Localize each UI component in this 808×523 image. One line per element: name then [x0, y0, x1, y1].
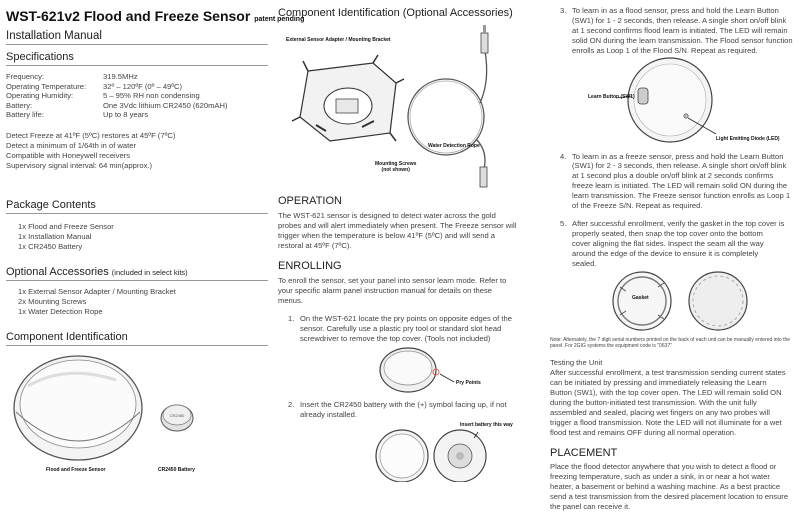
battery-insert-figure — [278, 422, 540, 482]
spec-value: 5 – 95% RH non condensing — [103, 91, 200, 100]
text-line: (SW1) for 1 - 2 seconds, then release. A single short on/off blink — [572, 15, 787, 25]
text-line: trigger when the temperature is below 41ºF (5ºC) and will send a — [278, 231, 496, 240]
enrolling-heading: ENROLLING — [278, 260, 342, 272]
operation-text — [278, 211, 540, 251]
text-line: After successful enrollment, verify the gasket in the top cover is — [572, 218, 785, 228]
text-line: probes and will alert immediately when present. The Freeze sensor will — [278, 221, 517, 230]
optional-accessories-heading — [6, 266, 268, 281]
note-line: panel. For 2GIG systems the equipment code is "0637" — [550, 343, 672, 349]
text-line: Place the flood detector anywhere that you wish to detect a flood or — [550, 461, 777, 471]
operation-heading: OPERATION — [278, 195, 342, 207]
step-number: 5. — [560, 218, 567, 228]
spec-table — [6, 72, 268, 120]
placement-text — [550, 462, 805, 512]
text-line: properly seated, then snap the top cover onto the bottom — [572, 228, 763, 238]
spec-label: Battery: — [6, 100, 33, 110]
text-line: (SW1) for 2 - 3 seconds, then release. A single short on/off blink — [572, 161, 787, 171]
optional-list — [6, 287, 268, 317]
text-line: flood test and remains OFF during all normal operation. — [550, 427, 737, 437]
doc-title — [6, 8, 305, 24]
text-line: the panel can receive it. — [550, 501, 631, 511]
step-text — [572, 152, 790, 211]
battery-insert-drawing — [278, 422, 540, 482]
enrolling-text — [278, 276, 540, 306]
list-item: 1x Flood and Freeze Sensor — [18, 221, 114, 231]
installation-manual-heading: Installation Manual — [6, 30, 268, 45]
gasket-label: Gasket — [632, 294, 649, 301]
text-line: Button (SW1), with the top cover open. The LED will remain solid ON — [550, 387, 782, 397]
enroll-step-3 — [550, 6, 805, 56]
spec-label: Frequency: — [6, 72, 44, 81]
cr2450-battery-icon — [161, 405, 193, 431]
specifications-heading: Specifications — [6, 51, 268, 66]
text-line: freezing temperature, such as under a sink, in or near a hot water — [550, 471, 770, 481]
testing-section — [550, 358, 805, 438]
optional-note: (included in select kits) — [111, 267, 188, 277]
screws-label-line: Mounting Screws — [375, 161, 417, 167]
text-line: freeze learn is initiated. The LED will remain solid ON during the — [572, 181, 788, 191]
component-figure — [6, 346, 268, 476]
water-rope-icon — [408, 25, 488, 187]
pry-points-drawing — [278, 344, 540, 396]
placement-heading: PLACEMENT — [550, 446, 618, 459]
text-line: already installed. — [300, 409, 357, 419]
gasket-drawing — [550, 271, 805, 333]
battery-label: CR2450 Battery — [158, 466, 195, 473]
learn-button-figure — [550, 56, 805, 146]
text-line: heater, a basement or behind a washing machine. As a best practice — [550, 481, 781, 491]
learn-button-icon — [638, 88, 648, 104]
optional-title: Optional Accessories — [6, 265, 109, 278]
step-number: 2. — [288, 399, 295, 409]
text-line: sealed. — [572, 258, 597, 268]
mounting-bracket-icon — [292, 55, 404, 141]
spec-value: 319.5MHz — [103, 72, 138, 81]
text-line: restoral at 45ºF (7ºC). — [278, 241, 352, 250]
enroll-step-1 — [278, 314, 540, 344]
text-line: send a test transmission from the desired placement location to ensure — [550, 491, 789, 501]
text-line: during the button-initiated test transmission. With the unit fully — [550, 397, 757, 407]
insert-battery-label: Insert battery this way — [460, 421, 513, 428]
spec-note: Detect Freeze at 41ºF (5ºC) restores at 45ºF (7ºC) — [6, 130, 176, 140]
spec-notes — [6, 131, 268, 171]
spec-value: 32º – 120ºF (0º – 49ºC) — [103, 81, 183, 91]
text-line: After successful enrollment, a test transmission sending current states — [550, 367, 786, 377]
list-item: 1x External Sensor Adapter / Mounting Bracket — [18, 286, 176, 296]
testing-heading: Testing the Unit — [550, 357, 603, 367]
list-item: 1x Water Detection Rope — [18, 306, 103, 316]
enroll-step-2 — [278, 400, 540, 420]
optional-components-heading: Component Identification (Optional Accessories) — [278, 7, 513, 19]
text-line: cover aligning the flat sides. Inspect the seam all the way — [572, 238, 764, 248]
text-line: at 1 second confirms flood learn is initiated. The LED will remain — [572, 25, 788, 35]
screws-label-line: (not shown) — [381, 167, 410, 173]
pry-points-figure — [278, 344, 540, 396]
step-number: 3. — [560, 6, 567, 15]
text-line: To learn in as a flood sensor, press and hold the Learn Button — [572, 6, 779, 15]
enroll-step-5 — [550, 219, 805, 269]
step-number: 1. — [288, 314, 295, 323]
patent-note: patent pending — [254, 16, 305, 23]
bracket-label: External Sensor Adapter / Mounting Bracket — [286, 37, 391, 43]
learn-button-drawing — [550, 56, 805, 146]
list-item: 1x Installation Manual — [18, 231, 92, 241]
sensor-label: Flood and Freeze Sensor — [46, 466, 106, 473]
assembled-sensor-icon — [689, 272, 747, 330]
step-text — [300, 400, 507, 420]
sensor-and-battery-drawing — [6, 346, 268, 476]
text-line: sensor. Carefully use a plastic pry tool or standard slot head — [300, 323, 502, 333]
step-text — [572, 219, 784, 269]
text-line: On the WST-621 locate the pry points on opposite edges of the — [300, 314, 512, 323]
component-identification-heading: Component Identification — [6, 331, 268, 346]
rope-label: Water Detection Rope — [428, 143, 480, 149]
title-text: WST-621v2 Flood and Freeze Sensor — [6, 8, 251, 24]
text-line: To learn in as a freeze sensor, press and hold the Learn Button — [572, 151, 784, 161]
text-line: around the edge of the device to ensure it is completely — [572, 248, 759, 258]
learn-button-label: Learn Button (SW1) — [588, 93, 635, 100]
text-line: enrolls as Loop 1 of the Flood S/N. Repeat as required. — [572, 45, 758, 55]
flood-sensor-icon — [14, 356, 142, 460]
screws-label — [375, 161, 416, 173]
enroll-step-4 — [550, 152, 805, 211]
spec-label: Battery life: — [6, 110, 44, 119]
text-line: menus. — [278, 296, 303, 305]
spec-value: Up to 8 years — [103, 110, 149, 119]
led-label: Light Emitting Diode (LED) — [716, 135, 780, 142]
spec-label: Operating Temperature: — [6, 81, 87, 91]
text-line: solid ON during the learn transmission. The Flood sensor function — [572, 35, 793, 45]
package-contents-heading: Package Contents — [6, 199, 268, 214]
spec-note: Supervisory signal interval: 64 min(approx.) — [6, 160, 153, 170]
pry-points-label: Pry Points — [456, 379, 481, 386]
text-line: To enroll the sensor, set your panel into sensor learn mode. Refer to — [278, 276, 507, 285]
list-item: 2x Mounting Screws — [18, 296, 87, 306]
note-line: Note: Alternately, the 7 digit serial numbers printed on the back of each unit can be manually entered into the — [550, 336, 791, 343]
text-line: screwdriver to remove the top cover. (Tools not included) — [300, 333, 491, 343]
gasket-figure — [550, 271, 805, 333]
column-middle — [278, 0, 540, 523]
spec-value: One 3Vdc lithium CR2450 (620mAH) — [103, 100, 228, 110]
text-line: assembled and sealed, placing wet fingers on any two probes will — [550, 407, 770, 417]
column-right — [550, 0, 805, 523]
text-line: can be initiated by pressing and immediately releasing the Learn — [550, 377, 767, 387]
spec-note: Compatible with Honeywell receivers — [6, 150, 131, 160]
text-line: Insert the CR2450 battery with the (+) symbol facing up, if not — [300, 399, 507, 409]
package-list — [6, 222, 268, 252]
svg-text:CR2450: CR2450 — [169, 412, 185, 418]
text-line: of the Freeze S/N. Repeat as required. — [572, 201, 703, 211]
spec-label: Operating Humidity: — [6, 91, 74, 100]
led-icon — [684, 113, 688, 117]
text-line: learn transmission. The Freeze sensor function enrolls as Loop 1 — [572, 191, 791, 201]
step-text — [572, 6, 793, 56]
spec-note: Detect a minimum of 1/64th in of water — [6, 140, 136, 150]
list-item: 1x CR2450 Battery — [18, 241, 83, 251]
step-text — [300, 314, 512, 344]
step-number: 4. — [560, 151, 567, 161]
gasket-cover-icon — [613, 272, 671, 330]
text-line: at 1 second plus a double on/off blink at 2 seconds confirms — [572, 171, 774, 181]
text-line: your specific alarm panel instruction manual for details on these — [278, 286, 493, 295]
serial-note — [550, 337, 805, 350]
text-line: trigger a flood transmission. Note the LED will not illuminate for a wet — [550, 417, 782, 427]
text-line: The WST-621 sensor is designed to detect water across the gold — [278, 211, 496, 220]
accessories-figure — [278, 21, 540, 191]
